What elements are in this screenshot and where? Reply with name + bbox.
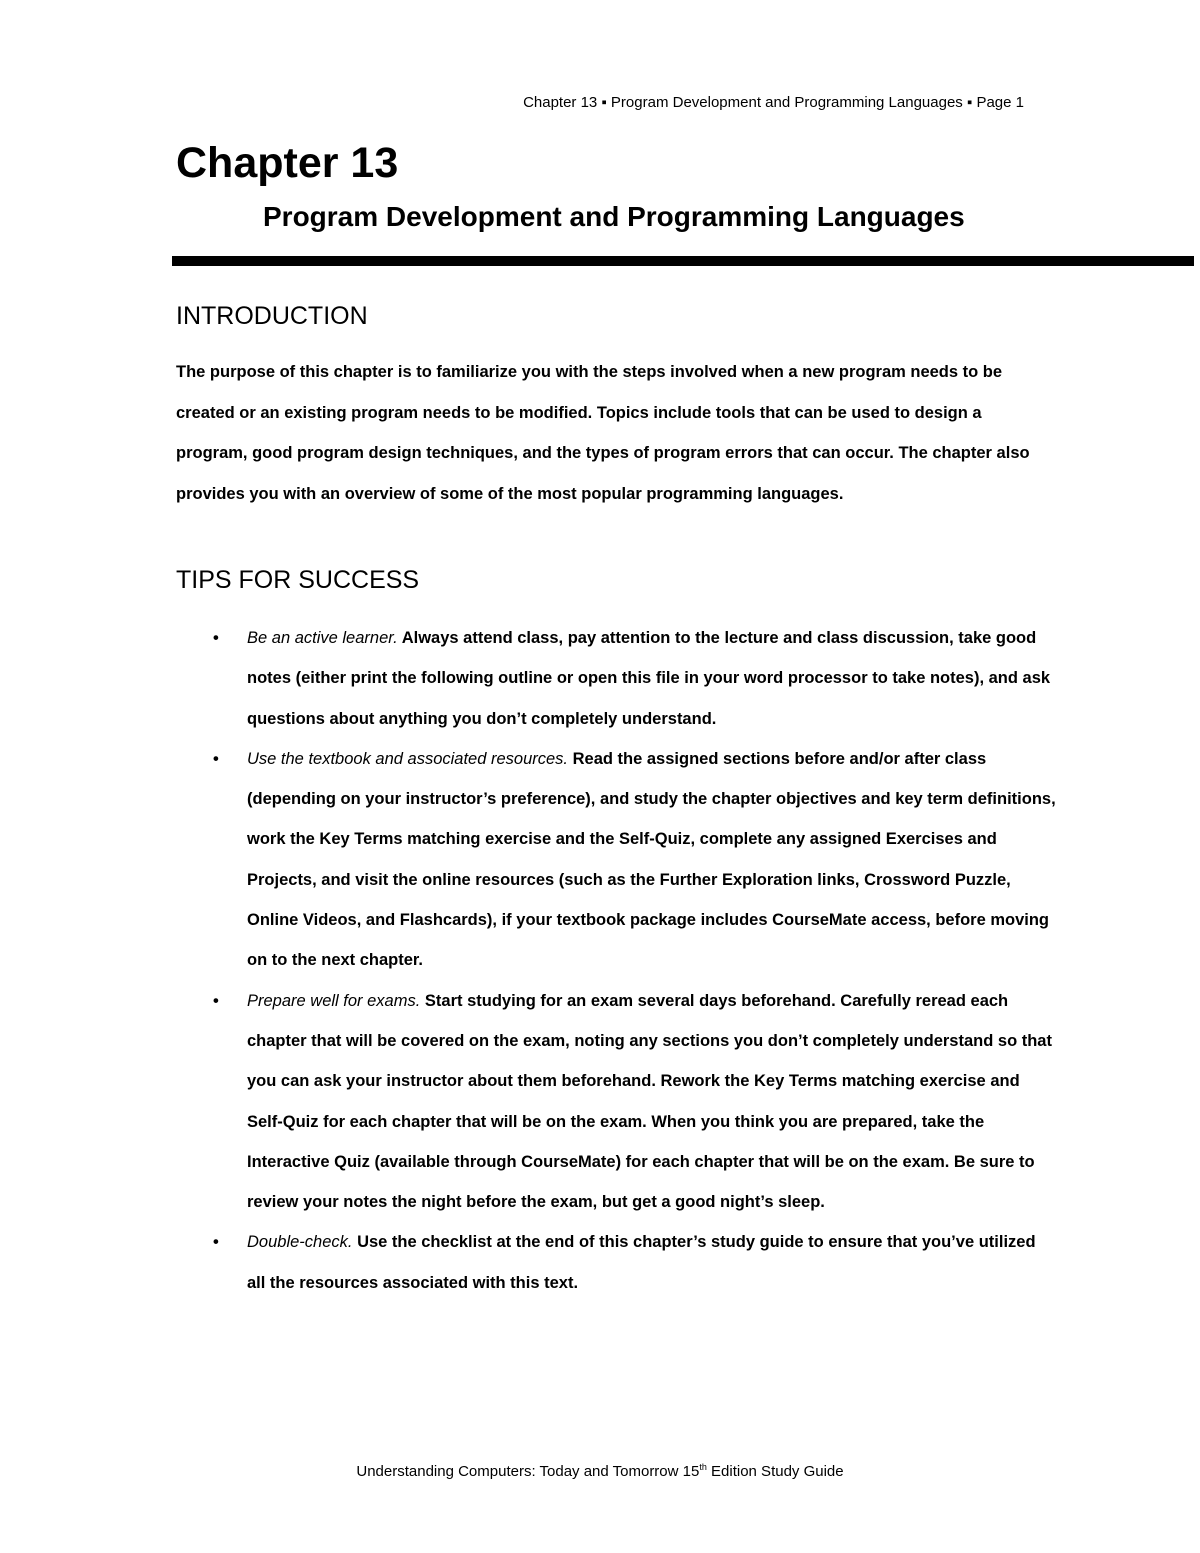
tip-item-active-learner <box>176 618 1056 739</box>
tip-text: Always attend class, pay attention to the lecture and class discussion, take good notes (either print the following outline or open this file in your word processor to take notes), and ask questions about anything you don’t completely understand. <box>247 629 1051 728</box>
tip-lead: Be an active learner. <box>247 629 398 647</box>
tip-text: Use the checklist at the end of this chapter’s study guide to ensure that you’ve utilized all the resources associated with this text. <box>247 1233 1036 1292</box>
tip-text: Read the assigned sections before and/or after class (depending on your instructor’s preference), and study the chapter objectives and key term definitions, work the Key Terms matching exercise and the Self-Quiz, complete any assigned Exercises and Projects, and visit the online resources (such as the Further Exploration links, Crossword Puzzle, Online Videos, and Flashcards), if your textbook package includes CourseMate access, before moving on to the next chapter. <box>247 749 1056 970</box>
footer-text-end: Edition Study Guide <box>706 1463 844 1480</box>
tip-item-double-check <box>176 1222 1056 1303</box>
bullet-icon: • <box>213 1233 219 1252</box>
tips-heading: TIPS FOR SUCCESS <box>176 566 420 594</box>
tips-list <box>176 618 1056 1303</box>
footer-superscript: th <box>699 1462 707 1472</box>
footer-text-start: Understanding Computers: Today and Tomorrow 15 <box>356 1463 700 1480</box>
running-header: Chapter 13 ▪ Program Development and Programming Languages ▪ Page 1 <box>523 94 1024 111</box>
introduction-heading: INTRODUCTION <box>176 302 368 330</box>
tip-lead: Prepare well for exams. <box>247 991 421 1010</box>
introduction-paragraph: The purpose of this chapter is to familiarize you with the steps involved when a new program needs to be created or an existing program needs to be modified. Topics include tools that can be used to design a program, good program design techniques, and the types of program errors that can occur. The chapter also provides you with an overview of some of the most popular programming languages. <box>176 363 1030 503</box>
bullet-icon: • <box>213 749 219 768</box>
tip-lead: Double-check. <box>247 1233 353 1252</box>
tip-item-prepare-exams <box>176 981 1056 1223</box>
tip-lead: Use the textbook and associated resources. <box>247 749 569 768</box>
page-footer <box>0 1462 1200 1480</box>
chapter-subtitle: Program Development and Programming Languages <box>263 201 965 232</box>
bullet-icon: • <box>213 629 219 647</box>
tip-item-textbook-resources <box>176 739 1056 981</box>
tip-text: Start studying for an exam several days beforehand. Carefully reread each chapter that will be covered on the exam, noting any sections you don’t completely understand so that you can ask your instructor about them beforehand. Rework the Key Terms matching exercise and Self-Quiz for each chapter that will be on the exam. When you think you are prepared, take the Interactive Quiz (available through CourseMate) for each chapter that will be on the exam. Be sure to review your notes the night before the exam, but get a good night’s sleep. <box>247 991 1052 1212</box>
chapter-title: Chapter 13 <box>176 139 399 187</box>
title-divider <box>172 256 1194 266</box>
bullet-icon: • <box>213 991 219 1010</box>
